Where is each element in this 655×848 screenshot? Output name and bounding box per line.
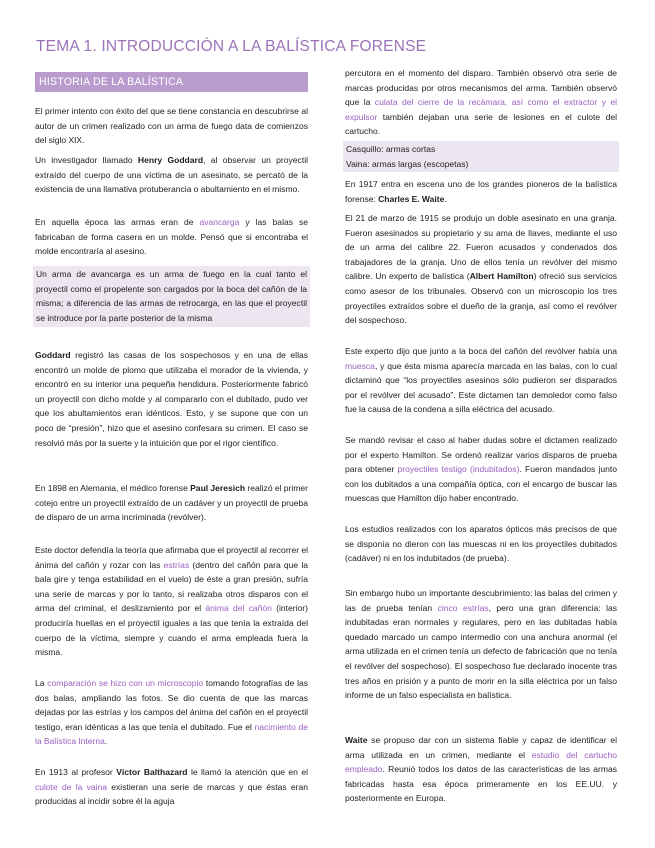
paragraph: Se mandó revisar el caso al haber dudas sobre el dictamen realizado por el experto Hamilton. Se ordenó realizar varios disparos de prueba para obtener proyectiles testigo (indubitados). Fueron mandados junto con los dubitados a una compañía óptica, con el encargo de buscar las muescas que Hamilton dijo haber encontrado.	[345, 435, 617, 504]
highlight-term: estudio del cartucho empleado	[345, 749, 617, 775]
note-box	[343, 141, 619, 172]
paragraph: Waite se propuso dar con un sistema fiable y capaz de identificar el arma utilizada en un crimen, mediante el estudio del cartucho empleado. Reunió todos los datos de las características de las armas fabricadas hasta esa época primeramente en los EE.UU. y posteriormente en Europa.	[345, 735, 617, 804]
person-name: Waite	[345, 735, 368, 745]
person-name: Charles E. Waite	[378, 193, 445, 204]
person-name: Goddard	[35, 350, 71, 360]
paragraph: En aquella época las armas eran de avancarga y las balas se fabricaban de forma casera en un molde. Pensó que si encontraba el molde encontraría al asesino.	[35, 217, 309, 257]
highlight-term: proyectiles testigo (indubitados)	[397, 464, 520, 475]
highlight-term: cinco estrías	[437, 602, 489, 613]
highlight-term: nacimiento de la Balística Interna	[35, 721, 309, 747]
paragraph: Este experto dijo que junto a la boca del cañón del revólver había una muesca, y que ésta misma aparecía marcada en las balas, con lo cual dictaminó que “los proyectiles asesinos sólo pudieron ser disparados por el revólver del acusado”. Este dictamen tan demoledor como falso fue la causa de la condena a silla eléctrica del acusado.	[345, 346, 617, 415]
paragraph: Este doctor defendía la teoría que afirmaba que el proyectil al recorrer el ánima del cañón y rozar con las estrías (dentro del cañón para que la bala gire y tenga estabilidad en el vuelo) de éste a gran presión, sufría una serie de marcas y por lo tanto, si realizaba otros disparos con el arma del criminal, el deslizamiento por el ánima del cañón (interior) produciría huellas en el proyectil iguales a las que tenía la extraída del cuerpo de la víctima, siempre y cuando el arma empleada fuera la misma.	[35, 545, 308, 658]
paragraph: percutora en el momento del disparo. También observó otra serie de marcas producidas por otros mecanismos del arma. También observó que la culata del cierre de la recámara, así como el extractor y el expulsor también dejaban una serie de lesiones en el culote del cartucho.	[345, 68, 617, 137]
note-box: Un arma de avancarga es un arma de fuego en la cual tanto el proyectil como el propelente son cargados por la boca del cañón de la misma; a diferencia de las armas de retrocarga, en las que el proyectil se introduce por la parte posterior de la misma	[33, 266, 310, 327]
paragraph: Goddard registró las casas de los sospechosos y en una de ellas encontró un molde de plomo que utilizaba el morador de la vivienda, y encontró en su interior una pequeña hendidura. Posteriormente fabricó un proyectil con dicho molde y al compararlo con el dubitado, pudo ver que los abultamientos eran idénticos. Esto, y se supone que con un poco de “presión”, hizo que el asesino confesara su crimen. El caso se resolvió más por la suerte y la intuición que por el rigor científico.	[35, 350, 308, 448]
page-title: TEMA 1. INTRODUCCIÓN A LA BALÍSTICA FORENSE	[36, 38, 427, 55]
highlight-term: estrías	[163, 559, 190, 570]
highlight-term: avancarga	[199, 217, 240, 227]
highlight-term: comparación se hizo con un microscopio	[47, 678, 204, 688]
highlight-term: culata del cierre de la recámara, así como el extractor y el expulsor	[345, 97, 617, 122]
person-name: Víctor Balthazard	[116, 767, 188, 777]
paragraph: En 1913 al profesor Víctor Balthazard le llamó la atención que en el culote de la vaina existieran una serie de marcas y que éstas eran producidas al incidir sobre él la aguja	[35, 767, 308, 807]
paragraph: Un investigador llamado Henry Goddard, al observar un proyectil extraído del cuerpo de una víctima de un asesinato, se percató de la existencia de una llamativa protuberancia o abultamiento en el mismo.	[35, 155, 309, 195]
paragraph: El 21 de marzo de 1915 se produjo un doble asesinato en una granja. Fueron asesinados su propietario y su ama de llaves, mediante el uso de un arma del calibre 22. Fueron acusados y condenados dos trabajadores de la granja. Uno de ellos tenía un revólver del mismo calibre. Un experto de balística (Albert Hamilton) ofreció sus servicios como asesor de los tribunales. Observó con un microscopio los tres proyectiles extraídos sobre el dueño de la granja, así como el revólver del sospechoso.	[345, 213, 617, 326]
paragraph: La comparación se hizo con un microscopio tomando fotografías de las dos balas, ampliando las fotos. Se dio cuenta de que las marcas dejadas por las estrías y los campos del ánima del cañón en el proyectil testigo, eran idénticas a las que tenía el dubitado. Fue el nacimiento de la Balística Interna.	[35, 678, 309, 747]
paragraph: En 1917 entra en escena uno de los grandes pioneros de la balística forense: Charles E. Waite.	[345, 179, 617, 204]
highlight-term: muesca	[345, 360, 375, 371]
paragraph: Sin embargo hubo un importante descubrimiento: las balas del crimen y las de prueba tenían cinco estrías, pero una gran diferencia: las indubitadas eran normales y regulares, pero en las dubitadas había quedado marcado un campo intermedio con una anchura anormal (el arma utilizada en el crimen tenía un defecto de fabricación que no tenía el revólver del sospechoso). El sospechoso fue declarado inocente tras tres años en prisión y a punto de morir en la silla eléctrica por un falso informe de un falso especialista en balística.	[345, 588, 617, 701]
highlight-term: culote de la vaina	[35, 781, 108, 792]
note-line: Vaina: armas largas (escopetas)	[346, 158, 469, 169]
paragraph: El primer intento con éxito del que se tiene constancia en descubrirse al autor de un crimen realizado con un arma de fuego data de comienzos del siglo XIX.	[35, 106, 308, 146]
highlight-term: ánima del cañón	[205, 603, 272, 614]
section-heading: HISTORIA DE LA BALÍSTICA	[35, 72, 308, 92]
person-name: Albert Hamilton	[469, 271, 534, 282]
note-line: Casquillo: armas cortas	[346, 144, 436, 154]
paragraph: Los estudios realizados con los aparatos ópticos más precisos de que se disponía no dieron con las muescas ni en los proyectiles dubitados (cadáver) ni en los indubitados (de prueba).	[345, 524, 617, 564]
person-name: Henry Goddard	[137, 155, 204, 165]
person-name: Paul Jeresich	[190, 483, 246, 493]
paragraph: En 1898 en Alemania, el médico forense Paul Jeresich realizó el primer cotejo entre un proyectil extraído de un cadáver y un proyectil de prueba de disparo de un arma incriminada (revólver).	[35, 483, 308, 523]
